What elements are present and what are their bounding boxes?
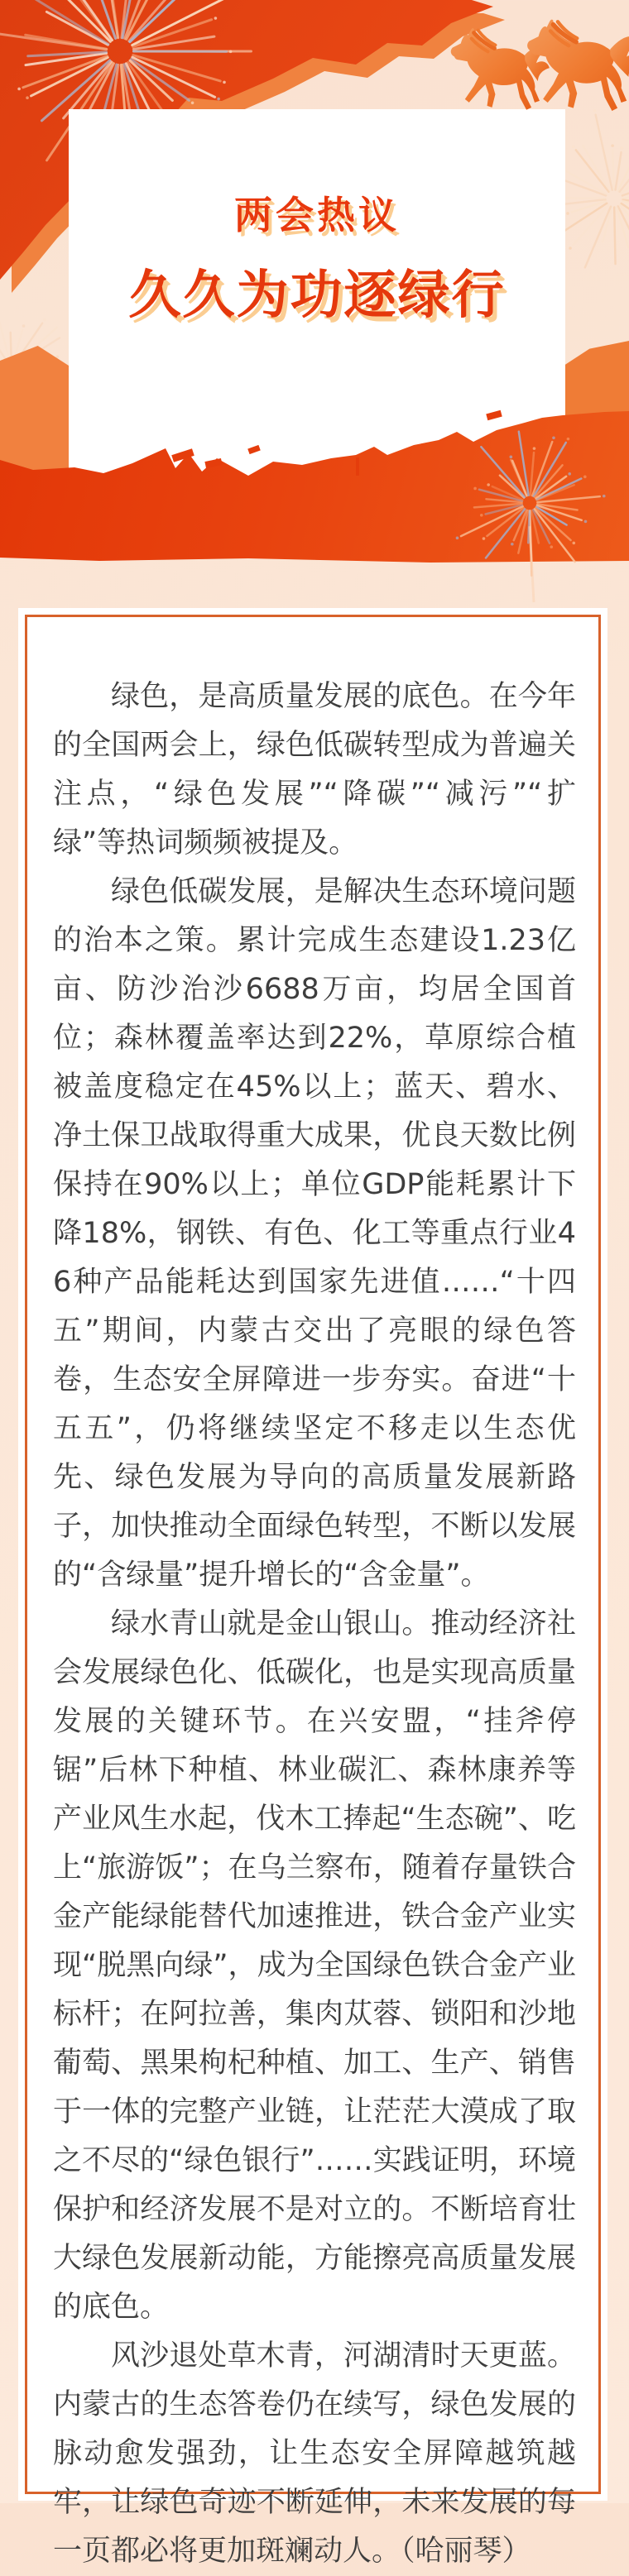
page-title: 久久为功逐绿行 bbox=[52, 253, 582, 328]
paragraph-1: 绿色，是高质量发展的底色。在今年的全国两会上，绿色低碳转型成为普遍关注点，“绿色发展”“降碳”“减污”“扩绿”等热词频频被提及。 bbox=[53, 673, 576, 868]
galloping-horses-icon bbox=[443, 5, 629, 175]
paragraph-4: 风沙退处草木青，河湖清时天更蓝。内蒙古的生态答卷仍在续写，绿色发展的脉动愈发强劲，让生态安全屏障越筑越牢，让绿色奇迹不断延伸，未来发展的每一页都必将更加斑斓动人。（哈丽琴） bbox=[53, 2332, 576, 2576]
paragraph-2: 绿色低碳发展，是解决生态环境问题的治本之策。累计完成生态建设1.23亿亩、防沙治沙6688万亩，均居全国首位；森林覆盖率达到22%，草原综合植被盖度稳定在45%以上；蓝天、碧水、净土保卫战取得重大成果，优良天数比例保持在90%以上；单位GDP能耗累计下降18%，钢铁、有色、化工等重点行业46种产品能耗达到国家先进值……“十四五”期间，内蒙古交出了亮眼的绿色答卷，生态安全屏障进一步夯实。奋进“十五五”，仍将继续坚定不移走以生态优先、绿色发展为导向的高质量发展新路子，加快推动全面绿色转型，不断以发展的“含绿量”提升增长的“含金量”。 bbox=[53, 868, 576, 1600]
article-card bbox=[18, 608, 607, 2501]
article-body bbox=[53, 673, 576, 2576]
paint-drip bbox=[356, 457, 359, 476]
paragraph-3: 绿水青山就是金山银山。推动经济社会发展绿色化、低碳化，也是实现高质量发展的关键环节。在兴安盟，“挂斧停锯”后林下种植、林业碳汇、森林康养等产业风生水起，伐木工捧起“生态碗”、吃上“旅游饭”；在乌兰察布，随着存量铁合金产能绿能替代加速推进，铁合金产业实现“脱黑向绿”，成为全国绿色铁合金产业标杆；在阿拉善，集肉苁蓉、锁阳和沙地葡萄、黑果枸杞种植、加工、生产、销售于一体的完整产业链，让茫茫大漠成了取之不尽的“绿色银行”……实践证明，环境保护和经济发展不是对立的。不断培育壮大绿色发展新动能，方能擦亮高质量发展的底色。 bbox=[53, 1600, 576, 2332]
header-tag-title: 两会热议 bbox=[69, 185, 565, 240]
header-banner bbox=[0, 0, 629, 579]
brush-stroke-left bbox=[0, 346, 69, 470]
